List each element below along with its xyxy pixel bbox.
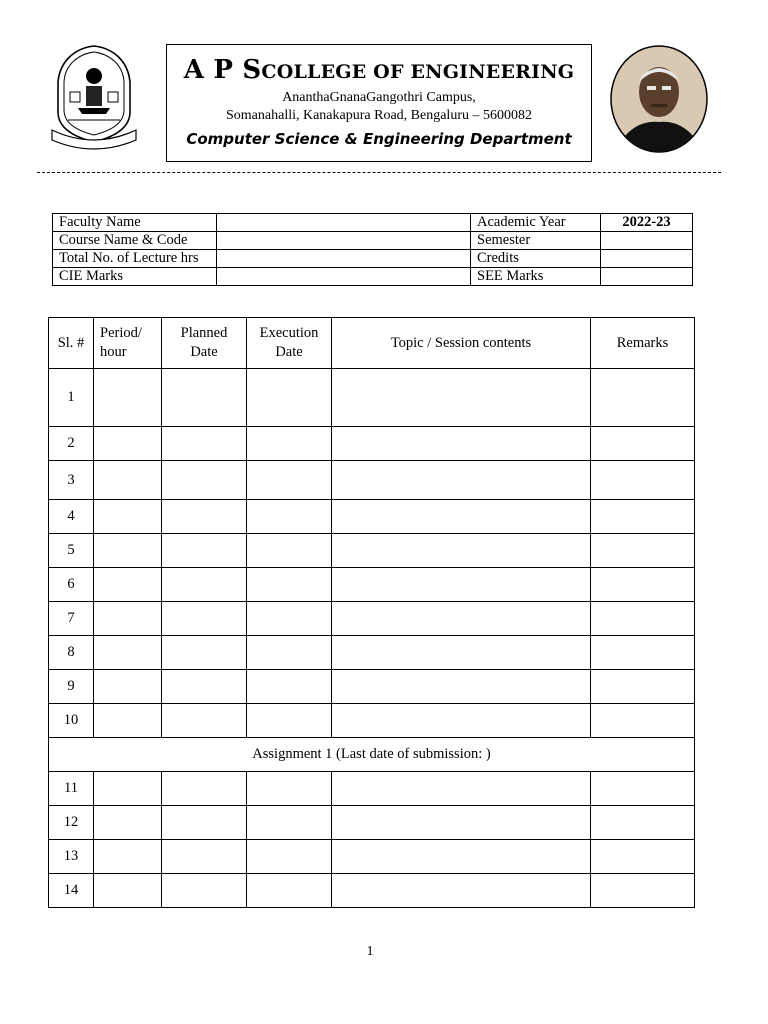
credits-value[interactable] — [601, 250, 693, 268]
planned-date-cell[interactable] — [162, 874, 247, 908]
execution-date-cell[interactable] — [247, 772, 332, 806]
execution-date-cell[interactable] — [247, 704, 332, 738]
academic-year-value[interactable]: 2022-23 — [601, 214, 693, 232]
sl-cell: 2 — [49, 427, 94, 461]
period-cell[interactable] — [94, 500, 162, 534]
topic-cell[interactable] — [332, 806, 591, 840]
period-cell[interactable] — [94, 670, 162, 704]
academic-year-label: Academic Year — [471, 214, 601, 232]
period-cell[interactable] — [94, 704, 162, 738]
planned-date-cell[interactable] — [162, 534, 247, 568]
col-header-period-line2: hour — [100, 344, 127, 360]
table-row — [49, 806, 695, 840]
see-marks-value[interactable] — [601, 268, 693, 286]
sl-cell: 14 — [49, 874, 94, 908]
topic-cell[interactable] — [332, 772, 591, 806]
plan-header-row — [49, 318, 695, 369]
sl-cell: 5 — [49, 534, 94, 568]
topic-cell[interactable] — [332, 602, 591, 636]
table-row — [49, 840, 695, 874]
remarks-cell[interactable] — [591, 636, 695, 670]
col-header-planned-date — [162, 318, 247, 369]
remarks-cell[interactable] — [591, 568, 695, 602]
remarks-cell[interactable] — [591, 670, 695, 704]
assignment-row — [49, 738, 695, 772]
remarks-cell[interactable] — [591, 772, 695, 806]
college-name-small-caps: COLLEGE OF ENGINEERING — [261, 61, 575, 83]
planned-date-cell[interactable] — [162, 840, 247, 874]
period-cell[interactable] — [94, 369, 162, 427]
sl-cell: 10 — [49, 704, 94, 738]
topic-cell[interactable] — [332, 534, 591, 568]
col-header-execution-line1: Execution — [259, 325, 319, 341]
sl-cell: 1 — [49, 369, 94, 427]
period-cell[interactable] — [94, 636, 162, 670]
planned-date-cell[interactable] — [162, 602, 247, 636]
topic-cell[interactable] — [332, 840, 591, 874]
col-header-execution-date — [247, 318, 332, 369]
table-row — [49, 534, 695, 568]
planned-date-cell[interactable] — [162, 636, 247, 670]
info-row — [53, 250, 693, 268]
execution-date-cell[interactable] — [247, 427, 332, 461]
credits-label: Credits — [471, 250, 601, 268]
lesson-plan-table — [48, 317, 695, 908]
period-cell[interactable] — [94, 461, 162, 500]
topic-cell[interactable] — [332, 670, 591, 704]
faculty-name-value[interactable] — [217, 214, 471, 232]
course-name-label: Course Name & Code — [53, 232, 217, 250]
assignment-note: Assignment 1 (Last date of submission: ) — [49, 738, 695, 772]
semester-value[interactable] — [601, 232, 693, 250]
lecture-hours-value[interactable] — [217, 250, 471, 268]
period-cell[interactable] — [94, 568, 162, 602]
topic-cell[interactable] — [332, 568, 591, 602]
remarks-cell[interactable] — [591, 704, 695, 738]
course-name-value[interactable] — [217, 232, 471, 250]
col-header-topic: Topic / Session contents — [332, 318, 591, 369]
info-row — [53, 232, 693, 250]
college-name — [167, 55, 591, 87]
header-divider — [37, 172, 721, 173]
planned-date-cell[interactable] — [162, 427, 247, 461]
remarks-cell[interactable] — [591, 461, 695, 500]
course-info-table — [52, 213, 693, 286]
founder-portrait — [609, 44, 709, 154]
col-header-planned-line1: Planned — [180, 325, 228, 341]
period-cell[interactable] — [94, 840, 162, 874]
period-cell[interactable] — [94, 874, 162, 908]
period-cell[interactable] — [94, 602, 162, 636]
table-row — [49, 500, 695, 534]
sl-cell: 11 — [49, 772, 94, 806]
sl-cell: 8 — [49, 636, 94, 670]
table-row — [49, 772, 695, 806]
table-row — [49, 461, 695, 500]
planned-date-cell[interactable] — [162, 461, 247, 500]
execution-date-cell[interactable] — [247, 840, 332, 874]
remarks-cell[interactable] — [591, 427, 695, 461]
cie-marks-value[interactable] — [217, 268, 471, 286]
col-header-remarks: Remarks — [591, 318, 695, 369]
semester-label: Semester — [471, 232, 601, 250]
execution-date-cell[interactable] — [247, 534, 332, 568]
table-row — [49, 636, 695, 670]
topic-cell[interactable] — [332, 704, 591, 738]
table-row — [49, 369, 695, 427]
college-header-box — [166, 44, 592, 162]
planned-date-cell[interactable] — [162, 500, 247, 534]
sl-cell: 13 — [49, 840, 94, 874]
cie-marks-label: CIE Marks — [53, 268, 217, 286]
execution-date-cell[interactable] — [247, 806, 332, 840]
college-name-large: A P S — [183, 55, 262, 85]
department-name: Computer Science & Engineering Department — [186, 130, 572, 148]
sl-cell: 7 — [49, 602, 94, 636]
col-header-period — [94, 318, 162, 369]
table-row — [49, 568, 695, 602]
topic-cell[interactable] — [332, 369, 591, 427]
execution-date-cell[interactable] — [247, 461, 332, 500]
sl-cell: 4 — [49, 500, 94, 534]
period-cell[interactable] — [94, 427, 162, 461]
page-number: 1 — [366, 944, 374, 959]
planned-date-cell[interactable] — [162, 568, 247, 602]
planned-date-cell[interactable] — [162, 806, 247, 840]
info-row — [53, 268, 693, 286]
sl-cell: 3 — [49, 461, 94, 500]
col-header-sl: Sl. # — [49, 318, 94, 369]
execution-date-cell[interactable] — [247, 670, 332, 704]
sl-cell: 6 — [49, 568, 94, 602]
planned-date-cell[interactable] — [162, 369, 247, 427]
remarks-cell[interactable] — [591, 534, 695, 568]
info-row — [53, 214, 693, 232]
remarks-cell[interactable] — [591, 500, 695, 534]
see-marks-label: SEE Marks — [471, 268, 601, 286]
planned-date-cell[interactable] — [162, 704, 247, 738]
remarks-cell[interactable] — [591, 840, 695, 874]
execution-date-cell[interactable] — [247, 500, 332, 534]
col-header-planned-line2: Date — [190, 344, 218, 360]
execution-date-cell[interactable] — [247, 874, 332, 908]
period-cell[interactable] — [94, 806, 162, 840]
college-crest-icon — [46, 42, 142, 158]
topic-cell[interactable] — [332, 636, 591, 670]
remarks-cell[interactable] — [591, 806, 695, 840]
remarks-cell[interactable] — [591, 602, 695, 636]
faculty-name-label: Faculty Name — [53, 214, 217, 232]
table-row — [49, 602, 695, 636]
col-header-period-line1: Period/ — [100, 325, 142, 341]
planned-date-cell[interactable] — [162, 772, 247, 806]
planned-date-cell[interactable] — [162, 670, 247, 704]
execution-date-cell[interactable] — [247, 602, 332, 636]
remarks-cell[interactable] — [591, 874, 695, 908]
execution-date-cell[interactable] — [247, 568, 332, 602]
sl-cell: 9 — [49, 670, 94, 704]
remarks-cell[interactable] — [591, 369, 695, 427]
lecture-hours-label: Total No. of Lecture hrs — [53, 250, 217, 268]
topic-cell[interactable] — [332, 461, 591, 500]
address-line-1: AnanthaGnanaGangothri Campus, — [282, 90, 476, 105]
period-cell[interactable] — [94, 534, 162, 568]
address-line-2: Somanahalli, Kanakapura Road, Bengaluru – 5600082 — [226, 108, 532, 123]
execution-date-cell[interactable] — [247, 369, 332, 427]
col-header-execution-line2: Date — [275, 344, 303, 360]
sl-cell: 12 — [49, 806, 94, 840]
table-row — [49, 874, 695, 908]
table-row — [49, 427, 695, 461]
table-row — [49, 670, 695, 704]
period-cell[interactable] — [94, 772, 162, 806]
topic-cell[interactable] — [332, 427, 591, 461]
topic-cell[interactable] — [332, 874, 591, 908]
topic-cell[interactable] — [332, 500, 591, 534]
table-row — [49, 704, 695, 738]
execution-date-cell[interactable] — [247, 636, 332, 670]
